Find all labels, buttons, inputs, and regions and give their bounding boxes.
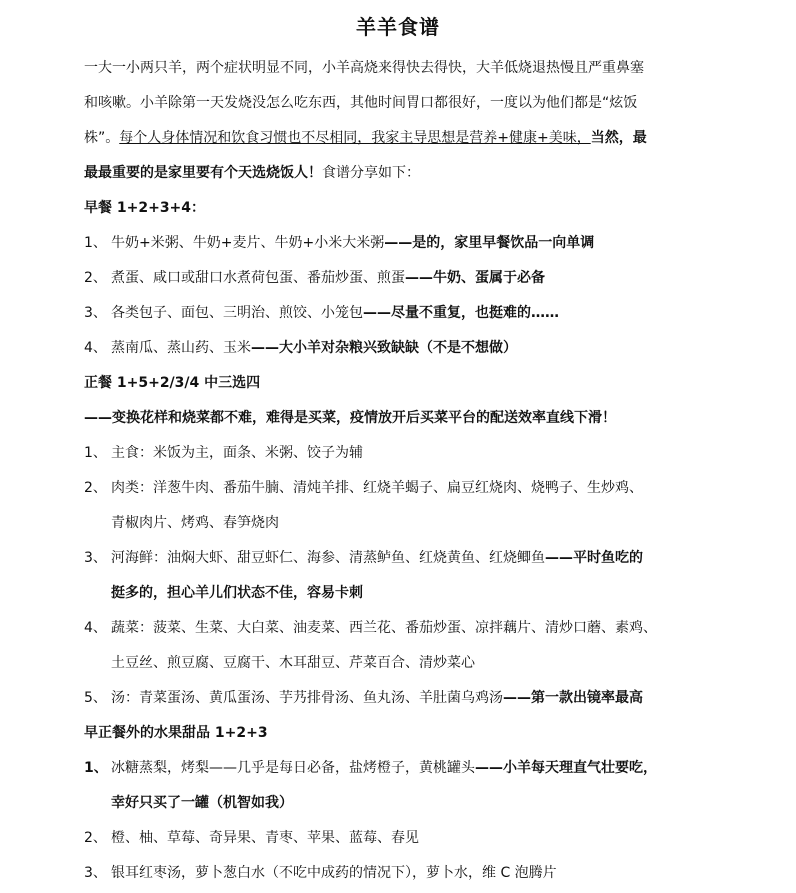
breakfast-item-4-text: 蒸南瓜、蒸山药、玉米 xyxy=(111,340,251,356)
breakfast-item-2-number: 2、 xyxy=(84,270,107,286)
breakfast-item-3 xyxy=(111,301,559,325)
breakfast-item-1-note: ——是的，家里早餐饮品一向单调 xyxy=(384,235,595,251)
meals-item-3-note: ——平时鱼吃的 xyxy=(545,550,643,566)
fruits-item-1-line-1 xyxy=(111,756,657,780)
breakfast-item-3-text: 各类包子、面包、三明治、煎饺、小笼包 xyxy=(111,305,363,321)
meals-item-5-number: 5、 xyxy=(84,690,107,706)
breakfast-item-3-note: ——尽量不重复，也挺难的…… xyxy=(363,305,559,321)
intro-underlined-text: 每个人身体情况和饮食习惯也不尽相同，我家主导思想是营养+健康+美味， xyxy=(119,130,591,146)
breakfast-item-2 xyxy=(111,266,545,290)
breakfast-item-4 xyxy=(111,336,517,360)
meals-item-5 xyxy=(111,686,643,710)
fruits-item-2: 橙、柚、草莓、奇异果、青枣、苹果、蓝莓、春见 xyxy=(111,830,419,846)
meals-item-5-note: ——第一款出镜率最高 xyxy=(503,690,643,706)
breakfast-item-1 xyxy=(111,231,594,255)
meals-item-2-number: 2、 xyxy=(84,480,107,496)
fruits-item-1-note: ——小羊每天理直气壮要吃， xyxy=(475,760,657,776)
intro-line-4 xyxy=(84,161,420,185)
breakfast-item-2-text: 煮蛋、咸口或甜口水煮荷包蛋、番茄炒蛋、煎蛋 xyxy=(111,270,405,286)
fruits-item-1-number: 1、 xyxy=(84,760,108,776)
breakfast-heading: 早餐 1+2+3+4： xyxy=(84,200,206,216)
intro-line-3 xyxy=(84,126,647,150)
breakfast-item-1-text: 牛奶+米粥、牛奶+麦片、牛奶+小米大米粥 xyxy=(111,235,385,251)
meals-item-3-number: 3、 xyxy=(84,550,107,566)
fruits-heading: 早正餐外的水果甜品 1+2+3 xyxy=(84,725,268,741)
breakfast-item-2-note: ——牛奶、蛋属于必备 xyxy=(405,270,545,286)
meals-item-2-line-1: 肉类：洋葱牛肉、番茄牛腩、清炖羊排、红烧羊蝎子、扁豆红烧肉、烧鸭子、生炒鸡、 xyxy=(111,480,643,496)
fruits-item-3: 银耳红枣汤，萝卜葱白水（不吃中成药的情况下），萝卜水，维 C 泡腾片 xyxy=(111,865,557,881)
intro-line-1: 一大一小两只羊，两个症状明显不同，小羊高烧来得快去得快，大羊低烧退热慢且严重鼻塞 xyxy=(84,60,644,76)
intro-emphasis: 最最重要的是家里要有个天选烧饭人！ xyxy=(84,165,322,181)
intro-line-3-start: 株”。 xyxy=(84,130,120,146)
meals-heading: 正餐 1+5+2/3/4 中三选四 xyxy=(84,375,261,391)
meals-item-4-line-1: 蔬菜：菠菜、生菜、大白菜、油麦菜、西兰花、番茄炒蛋、凉拌藕片、清炒口蘑、素鸡、 xyxy=(111,620,657,636)
document-title: 羊羊食谱 xyxy=(356,15,440,39)
breakfast-item-4-number: 4、 xyxy=(84,340,107,356)
meals-note: ——变换花样和烧菜都不难，难得是买菜，疫情放开后买菜平台的配送效率直线下滑！ xyxy=(84,410,616,426)
meals-item-4-number: 4、 xyxy=(84,620,107,636)
intro-lead-in: 食谱分享如下： xyxy=(322,165,420,181)
breakfast-item-3-number: 3、 xyxy=(84,305,107,321)
meals-item-5-text: 汤：青菜蛋汤、黄瓜蛋汤、芋艿排骨汤、鱼丸汤、羊肚菌乌鸡汤 xyxy=(111,690,503,706)
meals-item-3-text: 河海鲜：油焖大虾、甜豆虾仁、海参、清蒸鲈鱼、红烧黄鱼、红烧鲫鱼 xyxy=(111,550,545,566)
meals-item-4-line-2: 土豆丝、煎豆腐、豆腐干、木耳甜豆、芹菜百合、清炒菜心 xyxy=(111,655,475,671)
intro-bold-text: 当然，最 xyxy=(590,130,647,146)
fruits-item-2-number: 2、 xyxy=(84,830,107,846)
intro-line-2: 和咳嗽。小羊除第一天发烧没怎么吃东西，其他时间胃口都很好，一度以为他们都是“炫饭 xyxy=(84,95,638,111)
meals-item-3-line-1 xyxy=(111,546,643,570)
meals-item-3-line-2: 挺多的，担心羊儿们状态不佳，容易卡刺 xyxy=(111,585,363,601)
meals-item-1-number: 1、 xyxy=(84,445,107,461)
fruits-item-1-line-2: 幸好只买了一罐（机智如我） xyxy=(111,795,293,811)
breakfast-item-4-note: ——大小羊对杂粮兴致缺缺（不是不想做） xyxy=(251,340,517,356)
fruits-item-1-text: 冰糖蒸梨，烤梨——几乎是每日必备，盐烤橙子，黄桃罐头 xyxy=(111,760,475,776)
meals-item-2-line-2: 青椒肉片、烤鸡、春笋烧肉 xyxy=(111,515,279,531)
fruits-item-3-number: 3、 xyxy=(84,865,107,881)
breakfast-item-1-number: 1、 xyxy=(84,235,107,251)
meals-item-1: 主食：米饭为主，面条、米粥、饺子为辅 xyxy=(111,445,363,461)
